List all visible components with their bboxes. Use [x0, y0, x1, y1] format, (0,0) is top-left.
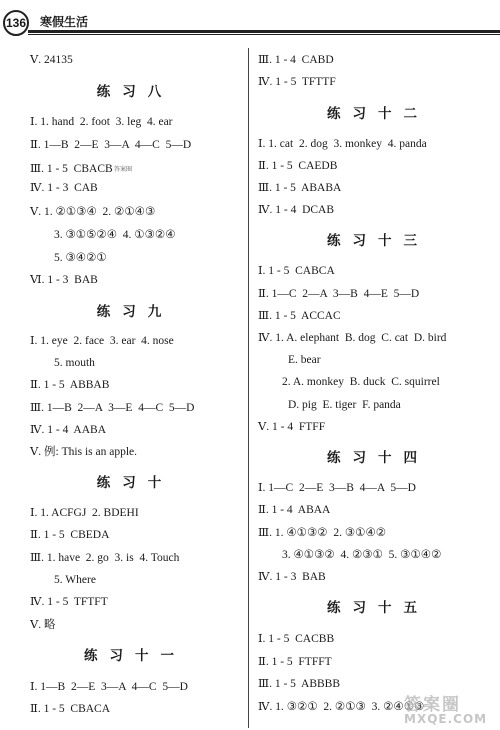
section-title-12: 练习十二: [327, 106, 429, 122]
watermark-url: MXQE.COM: [404, 712, 488, 726]
answer-line: Ⅱ. 1 - 5 CBACA: [30, 703, 111, 715]
page-header: [0, 0, 500, 44]
answer-line: Ⅳ. 1. ③②① 2. ②①③ 3. ②④①③: [258, 701, 425, 713]
answer-line: 3. ④①③② 4. ②③① 5. ③①④②: [282, 549, 442, 561]
answer-line: 5. mouth: [54, 357, 95, 369]
section-title-13: 练习十三: [327, 233, 429, 249]
answer-line: Ⅰ. 1. ACFGJ 2. BDEHI: [30, 507, 139, 519]
answer-line: 5. ③④②①: [54, 252, 107, 264]
answer-line: Ⅳ. 1 - 5 TFTFT: [30, 596, 108, 608]
answer-line: E. bear: [288, 354, 321, 366]
answer-line: Ⅲ. 1 - 5 CBACB: [30, 163, 113, 175]
header-rule-thin: [28, 34, 500, 35]
answer-line: Ⅳ. 1 - 5 TFTTF: [258, 76, 336, 88]
answer-line: 3. ③①⑤②④ 4. ①③②④: [54, 229, 176, 241]
answer-line: Ⅱ. 1 - 5 CBEDA: [30, 529, 110, 541]
answer-line: Ⅴ. 例: This is an apple.: [30, 446, 137, 458]
answer-line: Ⅲ. 1 - 5 ABBBB: [258, 678, 341, 690]
answer-line: Ⅰ. 1 - 5 CABCA: [258, 265, 335, 277]
answer-line: Ⅲ. 1. have 2. go 3. is 4. Touch: [30, 552, 180, 564]
section-title-9: 练习九: [96, 304, 174, 320]
answer-line: Ⅱ. 1 - 5 FTFFT: [258, 656, 332, 668]
answer-line: Ⅳ. 1 - 3 CAB: [30, 182, 98, 194]
answer-line: Ⅰ. 1 - 5 CACBB: [258, 633, 335, 645]
answer-line: 5. Where: [54, 574, 96, 586]
answer-line: Ⅲ. 1 - 4 CABD: [258, 54, 334, 66]
answer-line: Ⅰ. 1—C 2—E 3—B 4—A 5—D: [258, 482, 416, 494]
section-title-15: 练习十五: [327, 600, 429, 616]
page-number-badge: 136: [3, 10, 29, 36]
answer-line: Ⅳ. 1 - 3 BAB: [258, 571, 326, 583]
answer-line: Ⅰ. 1. eye 2. face 3. ear 4. nose: [30, 335, 174, 347]
answer-line: Ⅱ. 1 - 5 ABBAB: [30, 379, 110, 391]
answer-line: D. pig E. tiger F. panda: [288, 399, 401, 411]
answer-line: Ⅲ. 1. ④①③② 2. ③①④②: [258, 527, 387, 539]
answer-line: Ⅳ. 1 - 4 DCAB: [258, 204, 335, 216]
section-title-10: 练习十: [96, 475, 174, 491]
header-rule-thick: [28, 30, 500, 33]
answer-line: Ⅰ. 1. hand 2. foot 3. leg 4. ear: [30, 116, 173, 128]
answer-line: Ⅲ. 1 - 5 ABABA: [258, 182, 342, 194]
answer-line: Ⅴ. 1 - 4 FTFF: [258, 421, 326, 433]
answer-line: Ⅵ. 1 - 3 BAB: [30, 274, 98, 286]
answer-line: Ⅴ. 24135: [30, 54, 73, 66]
site-watermark: [400, 690, 498, 728]
answer-line: Ⅳ. 1. A. elephant B. dog C. cat D. bird: [258, 332, 447, 344]
answer-line: 2. A. monkey B. duck C. squirrel: [282, 376, 440, 388]
answer-line: Ⅲ. 1—B 2—A 3—E 4—C 5—D: [30, 402, 195, 414]
answer-line: Ⅳ. 1 - 4 AABA: [30, 424, 107, 436]
section-title-11: 练习十一: [84, 648, 186, 664]
section-title-8: 练习八: [96, 84, 174, 100]
stray-mark: 答案圈: [114, 166, 133, 173]
answer-line: Ⅱ. 1—B 2—E 3—A 4—C 5—D: [30, 139, 192, 151]
book-title: 寒假生活: [40, 15, 89, 29]
answer-line: Ⅲ. 1 - 5 ACCAC: [258, 310, 341, 322]
answer-line: Ⅴ. 略: [30, 619, 56, 631]
answer-line: Ⅱ. 1 - 4 ABAA: [258, 504, 331, 516]
watermark-logo-text: 答案圈: [404, 695, 461, 715]
answer-line: Ⅰ. 1—B 2—E 3—A 4—C 5—D: [30, 681, 188, 693]
answer-line: Ⅰ. 1. cat 2. dog 3. monkey 4. panda: [258, 138, 427, 150]
answer-line: Ⅴ. 1. ②①③④ 2. ②①④③: [30, 206, 156, 218]
answer-line: Ⅱ. 1—C 2—A 3—B 4—E 5—D: [258, 288, 420, 300]
answer-line: Ⅱ. 1 - 5 CAEDB: [258, 160, 338, 172]
section-title-14: 练习十四: [327, 450, 429, 466]
column-divider: [248, 48, 249, 728]
